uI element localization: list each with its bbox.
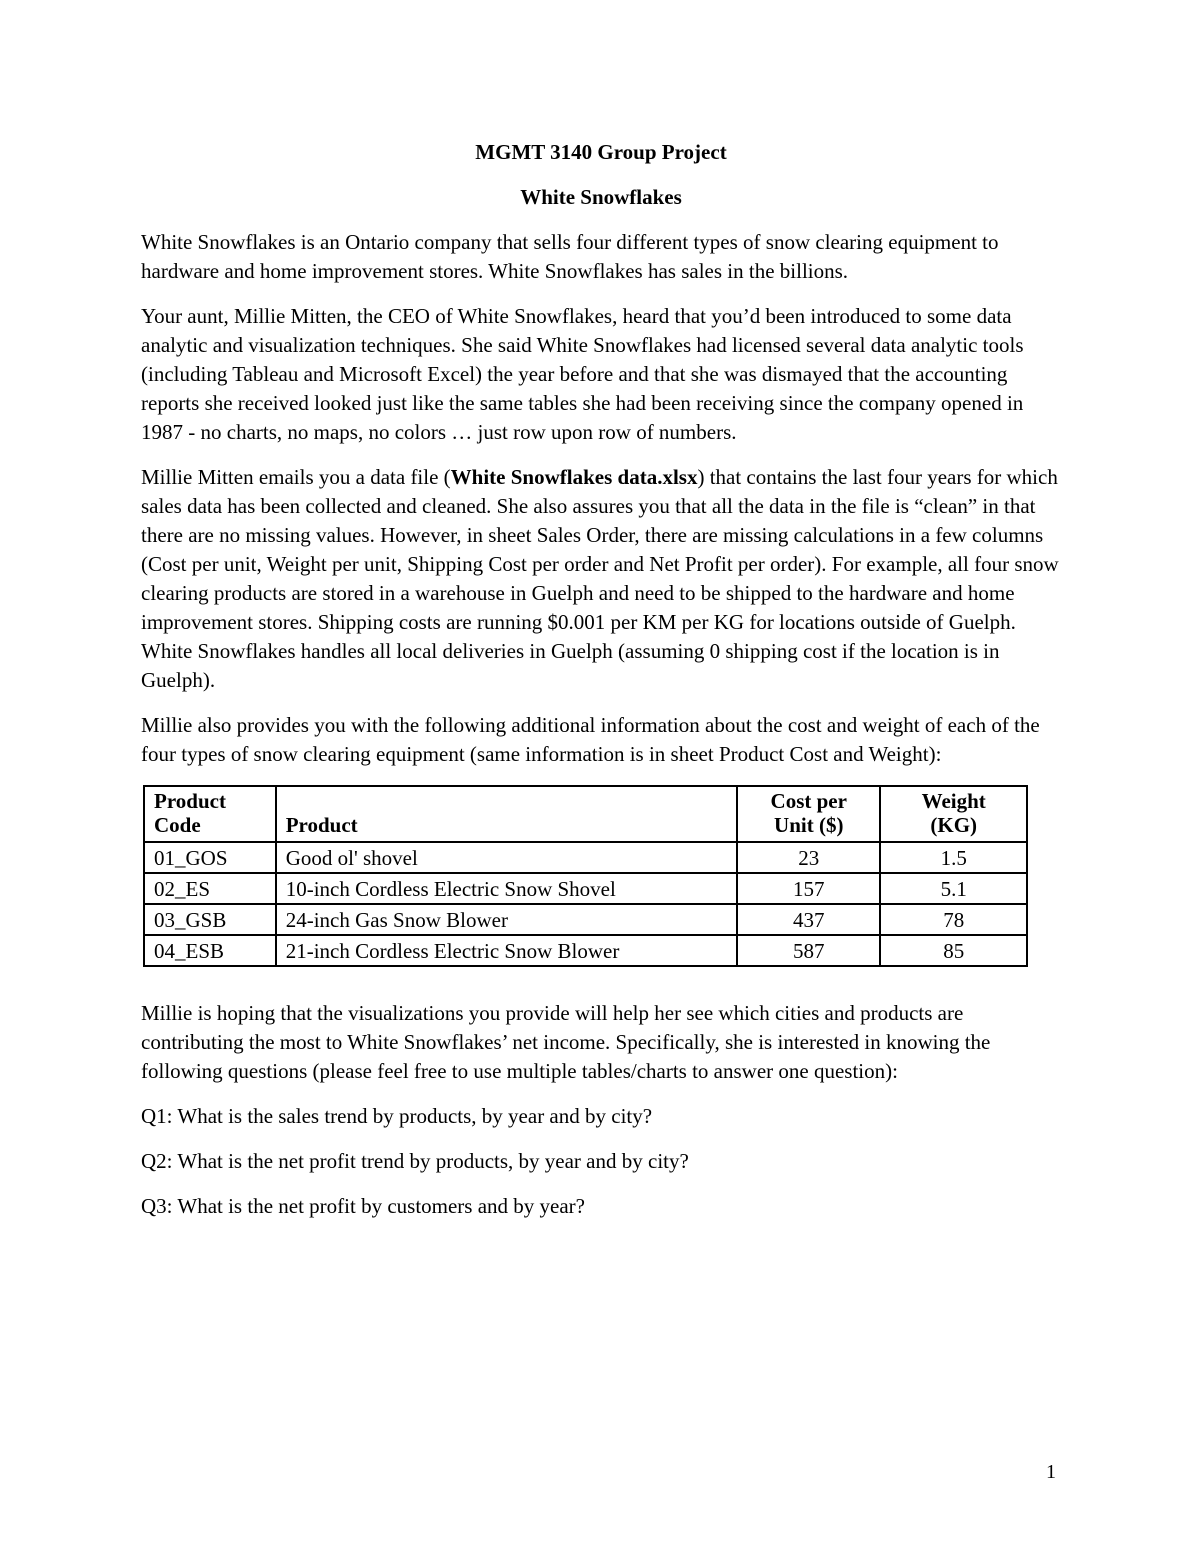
cell-weight: 85 <box>880 935 1027 966</box>
document-page <box>141 138 1061 1237</box>
header-cost-line2: Unit ($) <box>774 813 844 837</box>
table-row <box>144 904 1027 935</box>
cell-product-code: 02_ES <box>144 873 276 904</box>
cell-cost: 23 <box>737 842 880 873</box>
document-title: MGMT 3140 Group Project <box>475 140 727 164</box>
product-cost-weight-table <box>143 785 1028 967</box>
document-subtitle: White Snowflakes <box>520 185 682 209</box>
header-cost-line1: Cost per <box>770 789 847 813</box>
paragraph-intro: White Snowflakes is an Ontario company that sells four different types of snow clearing equipment to hardware and home improvement stores. White Snowflakes has sales in the billions. <box>141 230 999 283</box>
paragraph-data-file <box>141 463 1061 695</box>
table-row <box>144 873 1027 904</box>
page-number: 1 <box>1046 1461 1056 1483</box>
cell-weight: 5.1 <box>880 873 1027 904</box>
cell-weight: 1.5 <box>880 842 1027 873</box>
header-product-code <box>144 786 276 842</box>
paragraph-additional-info: Millie also provides you with the following additional information about the cost and weight of each of the four types of snow clearing equipment (same information is in sheet Product Cost and Weight): <box>141 713 1040 766</box>
paragraph-background: Your aunt, Millie Mitten, the CEO of White Snowflakes, heard that you’d been introduced to some data analytic and visualization techniques. She said White Snowflakes had licensed several data analytic tools (including Tableau and Microsoft Excel) the year before and that she was dismayed that the accounting reports she received looked just like the same tables she had been receiving since the company opened in 1987 - no charts, no maps, no colors … just row upon row of numbers. <box>141 304 1024 444</box>
table-header-row <box>144 786 1027 842</box>
cell-cost: 157 <box>737 873 880 904</box>
header-product-code-line1: Product <box>154 789 226 813</box>
table-row <box>144 935 1027 966</box>
header-product: Product <box>276 786 737 842</box>
paragraph-data-file-before: Millie Mitten emails you a data file ( <box>141 465 451 489</box>
header-product-code-line2: Code <box>154 813 201 837</box>
paragraph-goals: Millie is hoping that the visualizations you provide will help her see which cities and products are contributing the most to White Snowflakes’ net income. Specifically, she is interested in knowing the following questions (please feel free to use multiple tables/charts to answer one question): <box>141 1001 991 1083</box>
cell-product-name: 10-inch Cordless Electric Snow Shovel <box>276 873 737 904</box>
cell-product-code: 01_GOS <box>144 842 276 873</box>
cell-cost: 587 <box>737 935 880 966</box>
question-1: Q1: What is the sales trend by products, by year and by city? <box>141 1104 653 1128</box>
cell-cost: 437 <box>737 904 880 935</box>
data-file-name: White Snowflakes data.xlsx <box>450 465 698 489</box>
header-cost-per-unit <box>737 786 880 842</box>
cell-product-name: Good ol' shovel <box>276 842 737 873</box>
paragraph-data-file-after: ) that contains the last four years for which sales data has been collected and cleaned. She also assures you that all the data in the file is “clean” in that there are no missing values. However, in sheet Sales Order, there are missing calculations in a few columns (Cost per unit, Weight per unit, Shipping Cost per order and Net Profit per order). For example, all four snow clearing products are stored in a warehouse in Guelph and need to be shipped to the hardware and home improvement stores. Shipping costs are running $0.001 per KM per KG for locations outside of Guelph. White Snowflakes handles all local deliveries in Guelph (assuming 0 shipping cost if the location is in Guelph). <box>141 465 1059 692</box>
cell-weight: 78 <box>880 904 1027 935</box>
header-weight-line1: Weight <box>921 789 986 813</box>
cell-product-name: 24-inch Gas Snow Blower <box>276 904 737 935</box>
question-2: Q2: What is the net profit trend by products, by year and by city? <box>141 1149 689 1173</box>
header-weight-line2: (KG) <box>930 813 978 837</box>
cell-product-code: 03_GSB <box>144 904 276 935</box>
question-3: Q3: What is the net profit by customers and by year? <box>141 1194 585 1218</box>
table-row <box>144 842 1027 873</box>
cell-product-code: 04_ESB <box>144 935 276 966</box>
header-weight <box>880 786 1027 842</box>
cell-product-name: 21-inch Cordless Electric Snow Blower <box>276 935 737 966</box>
